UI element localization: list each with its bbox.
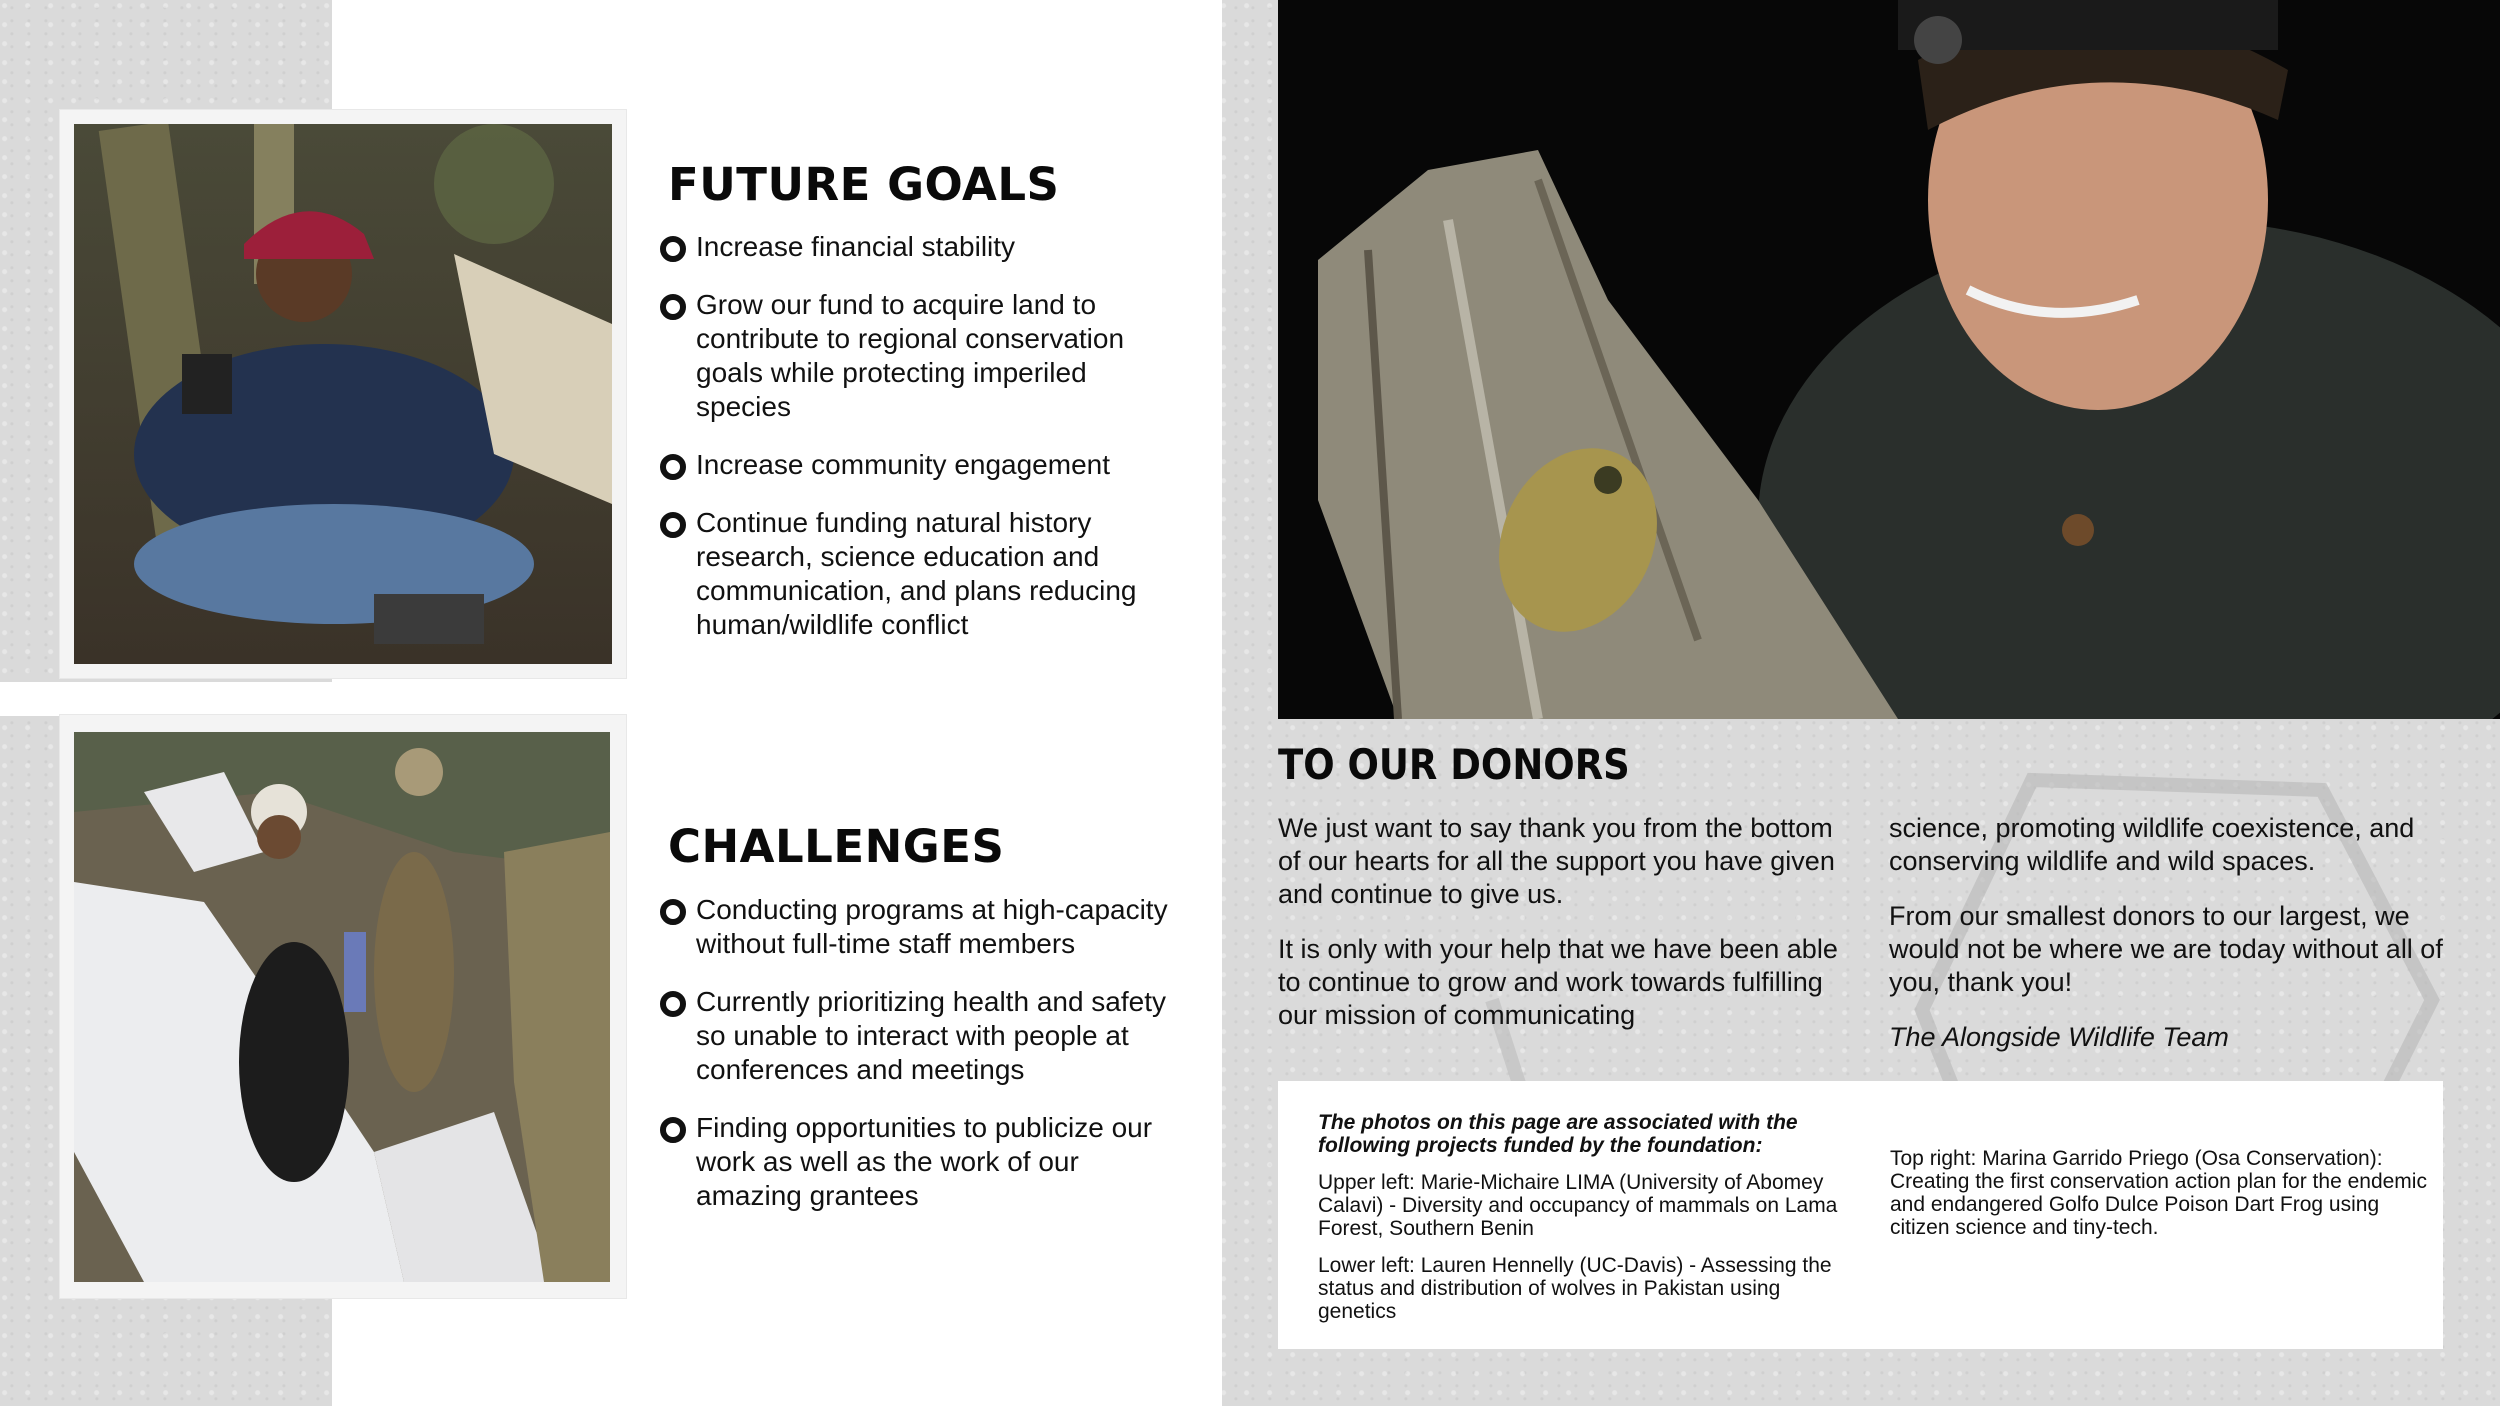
donors-column-right [1889,812,2459,1076]
bullet-icon [660,899,686,925]
donors-paragraph: From our smallest donors to our largest, we would not be where we are today without all of you, thank you! [1889,901,2443,997]
bullet-icon [660,294,686,320]
bullet-icon [660,512,686,538]
photo-frog-researcher-night [1278,0,2500,719]
photo-camera-trap-researcher [74,124,612,664]
future-goals-title: FUTURE GOALS [668,158,1060,211]
credits-heading: The photos on this page are associated with the following projects funded by the foundation: [1318,1111,1798,1157]
bullet-icon [660,236,686,262]
future-goal-item: Grow our fund to acquire land to contribute to regional conservation goals while protecting imperiled species [660,288,1180,424]
credits-column-right [1890,1147,2430,1253]
photo-credits-box [1278,1081,2443,1349]
future-goal-item: Continue funding natural history research, science education and communication, and plans reducing human/wildlife conflict [660,506,1180,642]
credit-lower-left: Lower left: Lauren Hennelly (UC-Davis) - Assessing the status and distribution of wolves in Pakistan using genetics [1318,1254,1832,1323]
credits-column-left [1318,1111,1858,1337]
donors-signature: The Alongside Wildlife Team [1889,1022,2229,1052]
challenge-item: Conducting programs at high-capacity without full-time staff members [660,893,1180,961]
challenges-list [660,893,1180,1237]
donors-column-left [1278,812,1838,1054]
bullet-icon [660,1117,686,1143]
credit-top-right: Top right: Marina Garrido Priego (Osa Conservation): Creating the first conservation action plan for the endemic and endangered Golfo Dulce Poison Dart Frog using citizen science and tiny-tech. [1890,1147,2427,1239]
future-goal-item: Increase financial stability [660,230,1180,264]
donors-paragraph: It is only with your help that we have been able to continue to grow and work towards fulfilling our mission of communicating [1278,934,1838,1030]
donors-paragraph: science, promoting wildlife coexistence, and conserving wildlife and wild spaces. [1889,813,2415,876]
challenges-title: CHALLENGES [668,820,1005,873]
photo-wolf-researchers-snow [74,732,610,1282]
future-goals-list [660,230,1180,666]
divider-bar [0,682,332,716]
donors-title: TO OUR DONORS [1278,740,1630,789]
donors-paragraph: We just want to say thank you from the bottom of our hearts for all the support you have given and continue to give us. [1278,813,1835,909]
challenge-item: Currently prioritizing health and safety so unable to interact with people at conferences and meetings [660,985,1180,1087]
challenge-item: Finding opportunities to publicize our work as well as the work of our amazing grantees [660,1111,1180,1213]
credit-upper-left: Upper left: Marie-Michaire LIMA (University of Abomey Calavi) - Diversity and occupancy of mammals on Lama Forest, Southern Benin [1318,1171,1838,1240]
bullet-icon [660,991,686,1017]
bullet-icon [660,454,686,480]
future-goal-item: Increase community engagement [660,448,1180,482]
